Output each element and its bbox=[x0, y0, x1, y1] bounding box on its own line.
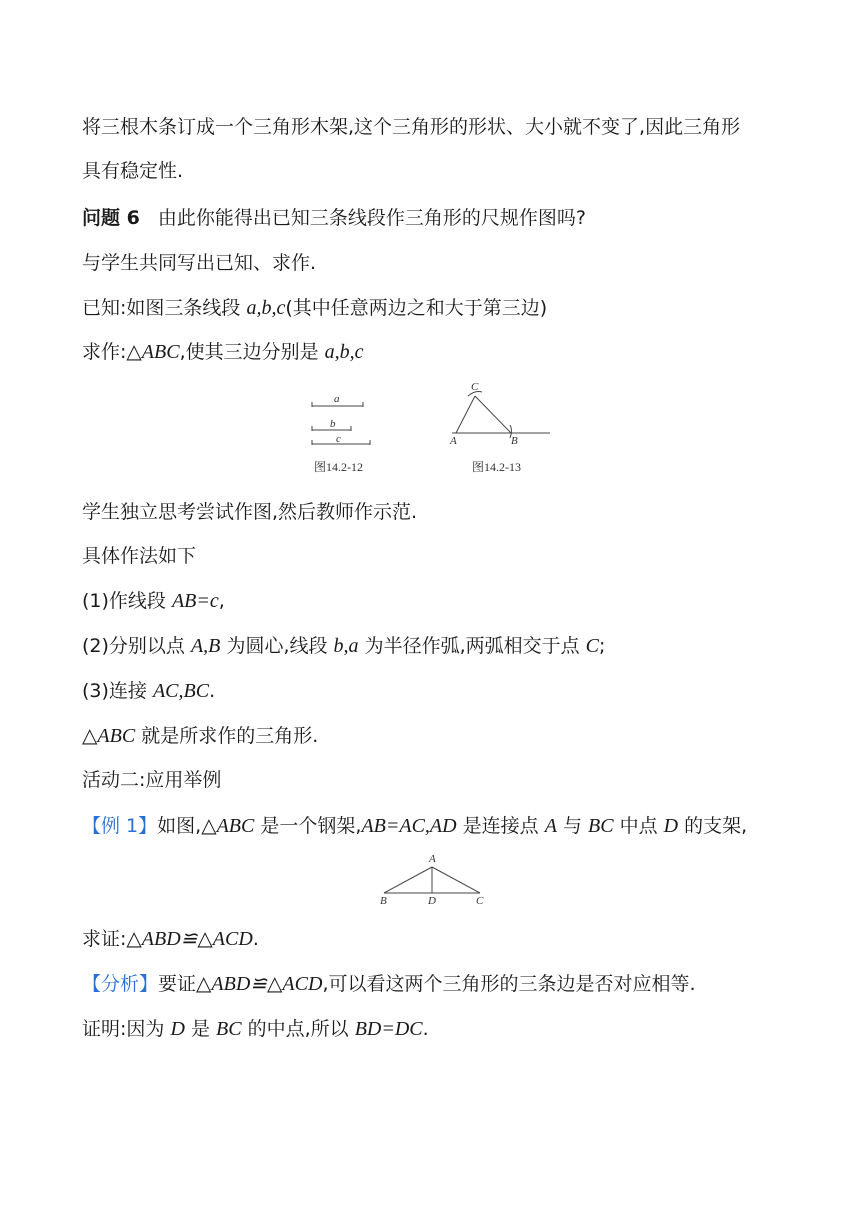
label-C: C bbox=[471, 381, 479, 393]
step-expr: AB=c bbox=[171, 590, 219, 612]
label-A: A bbox=[450, 435, 457, 447]
step-suffix: . bbox=[209, 680, 216, 702]
side-ac bbox=[456, 396, 475, 433]
label-a: a bbox=[334, 393, 340, 405]
figure-caption: 图14.2-13 bbox=[472, 460, 521, 474]
analysis-text: 要证 bbox=[158, 973, 197, 995]
proof-text: 的中点,所以 bbox=[241, 1018, 355, 1040]
analysis-text: ,可以看这两个三角形的三条边是否对应相等. bbox=[322, 973, 696, 995]
example-text: 中点 bbox=[613, 815, 664, 837]
prove-suffix: . bbox=[252, 928, 259, 950]
figure-segments bbox=[300, 380, 400, 480]
construct-prefix: 求作: bbox=[82, 341, 127, 363]
example-text: 是连接点 bbox=[456, 815, 545, 837]
proof-segment: BC bbox=[216, 1018, 242, 1040]
proof-text: 是 bbox=[184, 1018, 216, 1040]
figure-construction bbox=[440, 378, 560, 478]
instruction-line: 与学生共同写出已知、求作. bbox=[82, 252, 317, 274]
step-prefix: (3)连接 bbox=[82, 680, 153, 702]
example-point: A bbox=[544, 815, 557, 837]
example-equation: AB=AC,AD bbox=[361, 815, 457, 837]
construct-vars: a,b,c bbox=[324, 341, 364, 363]
example-segment: BC bbox=[588, 815, 614, 837]
step-suffix: , bbox=[218, 590, 225, 612]
step-3 bbox=[82, 678, 215, 704]
side-ab bbox=[384, 867, 432, 893]
label-A: A bbox=[429, 853, 436, 865]
label-c: c bbox=[336, 433, 341, 445]
known-line bbox=[82, 295, 547, 321]
analysis-tag: 【分析】 bbox=[82, 973, 159, 995]
label-B: B bbox=[380, 895, 387, 907]
paragraph-line: 具有稳定性. bbox=[82, 160, 184, 182]
prove-line bbox=[82, 926, 259, 952]
figure-caption: 图14.2-12 bbox=[314, 460, 363, 474]
step-text: 为半径作弧,两弧相交于点 bbox=[358, 635, 586, 657]
known-prefix: 已知:如图三条线段 bbox=[82, 297, 247, 319]
step-2 bbox=[82, 633, 605, 659]
method-title: 具体作法如下 bbox=[82, 545, 197, 567]
proof-line bbox=[82, 1016, 429, 1042]
step-points: A,B bbox=[190, 635, 221, 657]
result-text: 就是所求作的三角形. bbox=[135, 725, 319, 747]
analysis-line bbox=[82, 971, 696, 997]
step-1 bbox=[82, 588, 225, 614]
side-ac bbox=[432, 867, 480, 893]
proof-text: . bbox=[422, 1018, 429, 1040]
proof-text: 证明:因为 bbox=[82, 1018, 171, 1040]
side-bc bbox=[475, 396, 511, 433]
label-D: D bbox=[428, 895, 436, 907]
label-B: B bbox=[511, 435, 518, 447]
known-vars: a,b,c bbox=[246, 297, 286, 319]
question-6 bbox=[82, 205, 586, 231]
analysis-expr: △ABD≌△ACD bbox=[196, 973, 323, 995]
step-point: C bbox=[585, 635, 599, 657]
example-text: 如图, bbox=[157, 815, 202, 837]
construct-triangle: △ABC bbox=[126, 341, 180, 363]
proof-point: D bbox=[170, 1018, 185, 1040]
question-label: 问题 6 bbox=[82, 207, 140, 229]
prove-expr: △ABD≌△ACD bbox=[126, 928, 253, 950]
step-text: 为圆心,线段 bbox=[220, 635, 334, 657]
figure-truss bbox=[376, 850, 496, 910]
example-1 bbox=[82, 813, 747, 839]
example-triangle: △ABC bbox=[201, 815, 255, 837]
construct-line bbox=[82, 339, 364, 365]
prove-prefix: 求证: bbox=[82, 928, 127, 950]
step-expr: AC,BC bbox=[152, 680, 210, 702]
proof-equation: BD=DC bbox=[354, 1018, 423, 1040]
known-suffix: (其中任意两边之和大于第三边) bbox=[285, 297, 548, 319]
result-triangle: △ABC bbox=[82, 725, 136, 747]
example-text: 是一个钢架, bbox=[254, 815, 362, 837]
example-text: 的支架, bbox=[678, 815, 748, 837]
paragraph-line: 将三根木条订成一个三角形木架,这个三角形的形状、大小就不变了,因此三角形 bbox=[82, 116, 741, 138]
step-suffix: ; bbox=[599, 635, 606, 657]
step-prefix: (2)分别以点 bbox=[82, 635, 191, 657]
label-b: b bbox=[330, 418, 336, 430]
result-line bbox=[82, 723, 318, 749]
step-prefix: (1)作线段 bbox=[82, 590, 172, 612]
student-line: 学生独立思考尝试作图,然后教师作示范. bbox=[82, 501, 418, 523]
example-point: D bbox=[663, 815, 679, 837]
construct-mid: ,使其三边分别是 bbox=[179, 341, 325, 363]
example-tag: 【例 1】 bbox=[82, 815, 158, 837]
step-segments: b,a bbox=[333, 635, 359, 657]
activity-heading: 活动二:应用举例 bbox=[82, 769, 222, 791]
label-C: C bbox=[476, 895, 484, 907]
question-text: 由此你能得出已知三条线段作三角形的尺规作图吗? bbox=[157, 207, 586, 229]
example-text: 与 bbox=[556, 815, 588, 837]
